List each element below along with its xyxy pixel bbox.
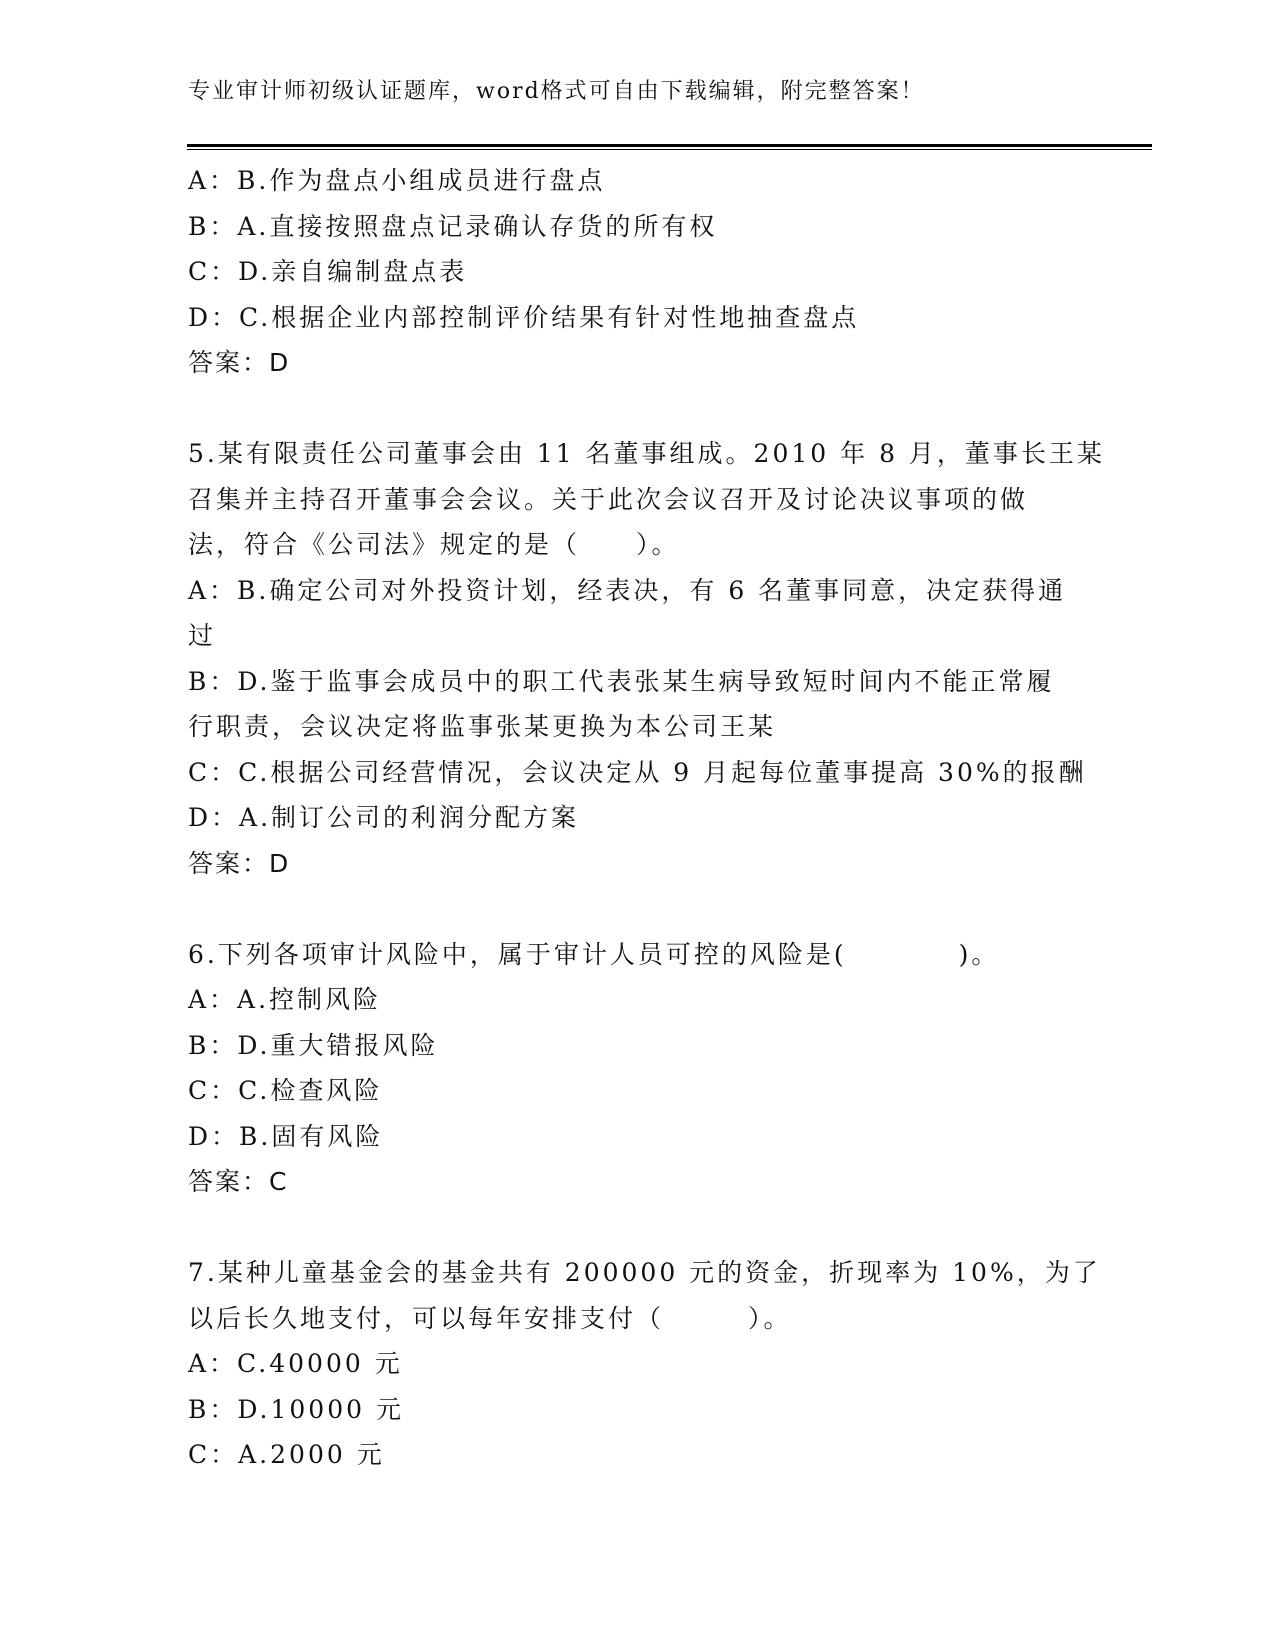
question-stem-line: 5.某有限责任公司董事会由 11 名董事组成。2010 年 8 月，董事长王某 (188, 439, 1105, 468)
option-line: B：D.10000 元 (188, 1394, 404, 1424)
option-line: 过 (188, 621, 217, 650)
option-line: B：A.直接按照盘点记录确认存货的所有权 (188, 211, 718, 241)
option-line: C：C.检查风险 (188, 1076, 383, 1105)
header-rule-thick (187, 144, 1152, 147)
option-line: C：C.根据公司经营情况，会议决定从 9 月起每位董事提高 30%的报酬 (188, 757, 1087, 787)
question-6 (188, 932, 1088, 1205)
question-stem-line: 法，符合《公司法》规定的是（ ）。 (188, 530, 680, 559)
question-7 (188, 1250, 1101, 1478)
question-stem-line: 以后长久地支付，可以每年安排支付（ ）。 (188, 1303, 792, 1333)
spacer (188, 1205, 1088, 1251)
question-4 (188, 158, 1088, 386)
page-header: 专业审计师初级认证题库，word格式可自由下载编辑，附完整答案！ (188, 79, 925, 104)
answer-line: 答案：C (188, 1167, 289, 1196)
option-line: 行职责，会议决定将监事张某更换为本公司王某 (188, 712, 777, 741)
option-line: B：D.重大错报风险 (188, 1030, 439, 1060)
answer-line: 答案：D (188, 848, 291, 878)
option-line: A：B.确定公司对外投资计划，经表决，有 6 名董事同意，决定获得通 (188, 575, 1067, 605)
option-line: A：B.作为盘点小组成员进行盘点 (188, 166, 606, 195)
question-list (188, 158, 1105, 1478)
option-line: C：D.亲自编制盘点表 (188, 257, 468, 286)
option-line: A：A.控制风险 (188, 985, 382, 1014)
option-line: B：D.鉴于监事会成员中的职工代表张某生病导致短时间内不能正常履 (188, 666, 1055, 696)
option-line: D：C.根据企业内部控制评价结果有针对性地抽查盘点 (188, 302, 860, 332)
spacer (188, 886, 1088, 932)
question-stem-line: 召集并主持召开董事会会议。关于此次会议召开及讨论决议事项的做 (188, 484, 1029, 514)
header-rule-thin (187, 149, 1152, 150)
answer-line: 答案：D (188, 348, 291, 377)
option-line: D：B.固有风险 (188, 1121, 384, 1151)
option-line: A：C.40000 元 (188, 1349, 403, 1378)
option-line: D：A.制订公司的利润分配方案 (188, 803, 580, 832)
question-5 (188, 431, 1105, 886)
question-stem-line: 7.某种儿童基金会的基金共有 200000 元的资金，折现率为 10%，为了 (188, 1258, 1101, 1287)
question-stem-line: 6.下列各项审计风险中，属于审计人员可控的风险是( )。 (188, 939, 1000, 969)
spacer (188, 386, 1088, 432)
option-line: C：A.2000 元 (188, 1440, 385, 1469)
